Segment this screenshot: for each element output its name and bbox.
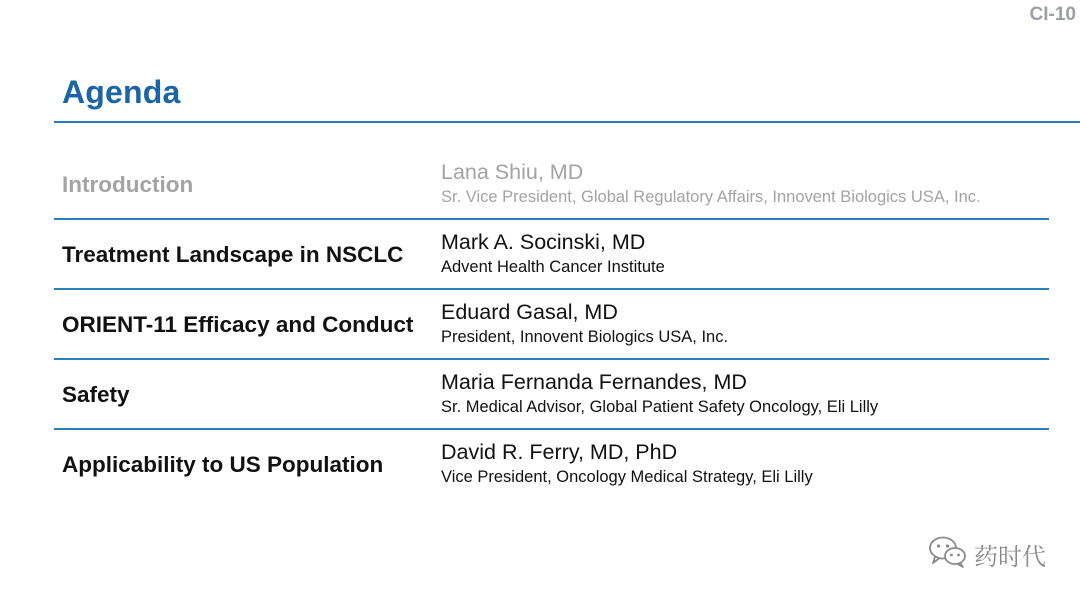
speaker-affiliation: Vice President, Oncology Medical Strategy, Eli Lilly (441, 468, 813, 486)
agenda-row (54, 290, 1049, 360)
wechat-icon (928, 535, 968, 574)
agenda-topic: Safety (62, 382, 130, 407)
speaker-block (441, 298, 728, 348)
speaker-block (441, 368, 878, 418)
speaker-affiliation: Sr. Vice President, Global Regulatory Affairs, Innovent Biologics USA, Inc. (441, 188, 981, 206)
speaker-affiliation: Advent Health Cancer Institute (441, 258, 665, 276)
agenda-row (54, 220, 1049, 290)
speaker-block (441, 228, 665, 278)
speaker-block (441, 438, 813, 488)
agenda-row (54, 360, 1049, 430)
speaker-name: Eduard Gasal, MD (441, 300, 618, 324)
agenda-topic: Applicability to US Population (62, 452, 384, 477)
watermark-text: 药时代 (974, 543, 1046, 571)
agenda-topic: Treatment Landscape in NSCLC (62, 242, 404, 267)
agenda-topic: Introduction (62, 172, 194, 197)
watermark (928, 535, 1046, 574)
agenda-topic: ORIENT-11 Efficacy and Conduct (62, 312, 414, 337)
slide-id: CI-10 (1029, 4, 1076, 25)
page-title: Agenda (62, 74, 181, 110)
agenda-row (54, 150, 1049, 220)
speaker-name: Maria Fernanda Fernandes, MD (441, 370, 747, 394)
speaker-affiliation: Sr. Medical Advisor, Global Patient Safety Oncology, Eli Lilly (441, 398, 879, 416)
title-divider (54, 121, 1080, 123)
speaker-block (441, 158, 981, 208)
speaker-affiliation: President, Innovent Biologics USA, Inc. (441, 328, 729, 346)
speaker-name: Lana Shiu, MD (441, 160, 584, 184)
speaker-name: David R. Ferry, MD, PhD (441, 440, 678, 464)
speaker-name: Mark A. Socinski, MD (441, 230, 646, 254)
agenda-row (54, 430, 1049, 500)
agenda-table (54, 150, 1049, 500)
